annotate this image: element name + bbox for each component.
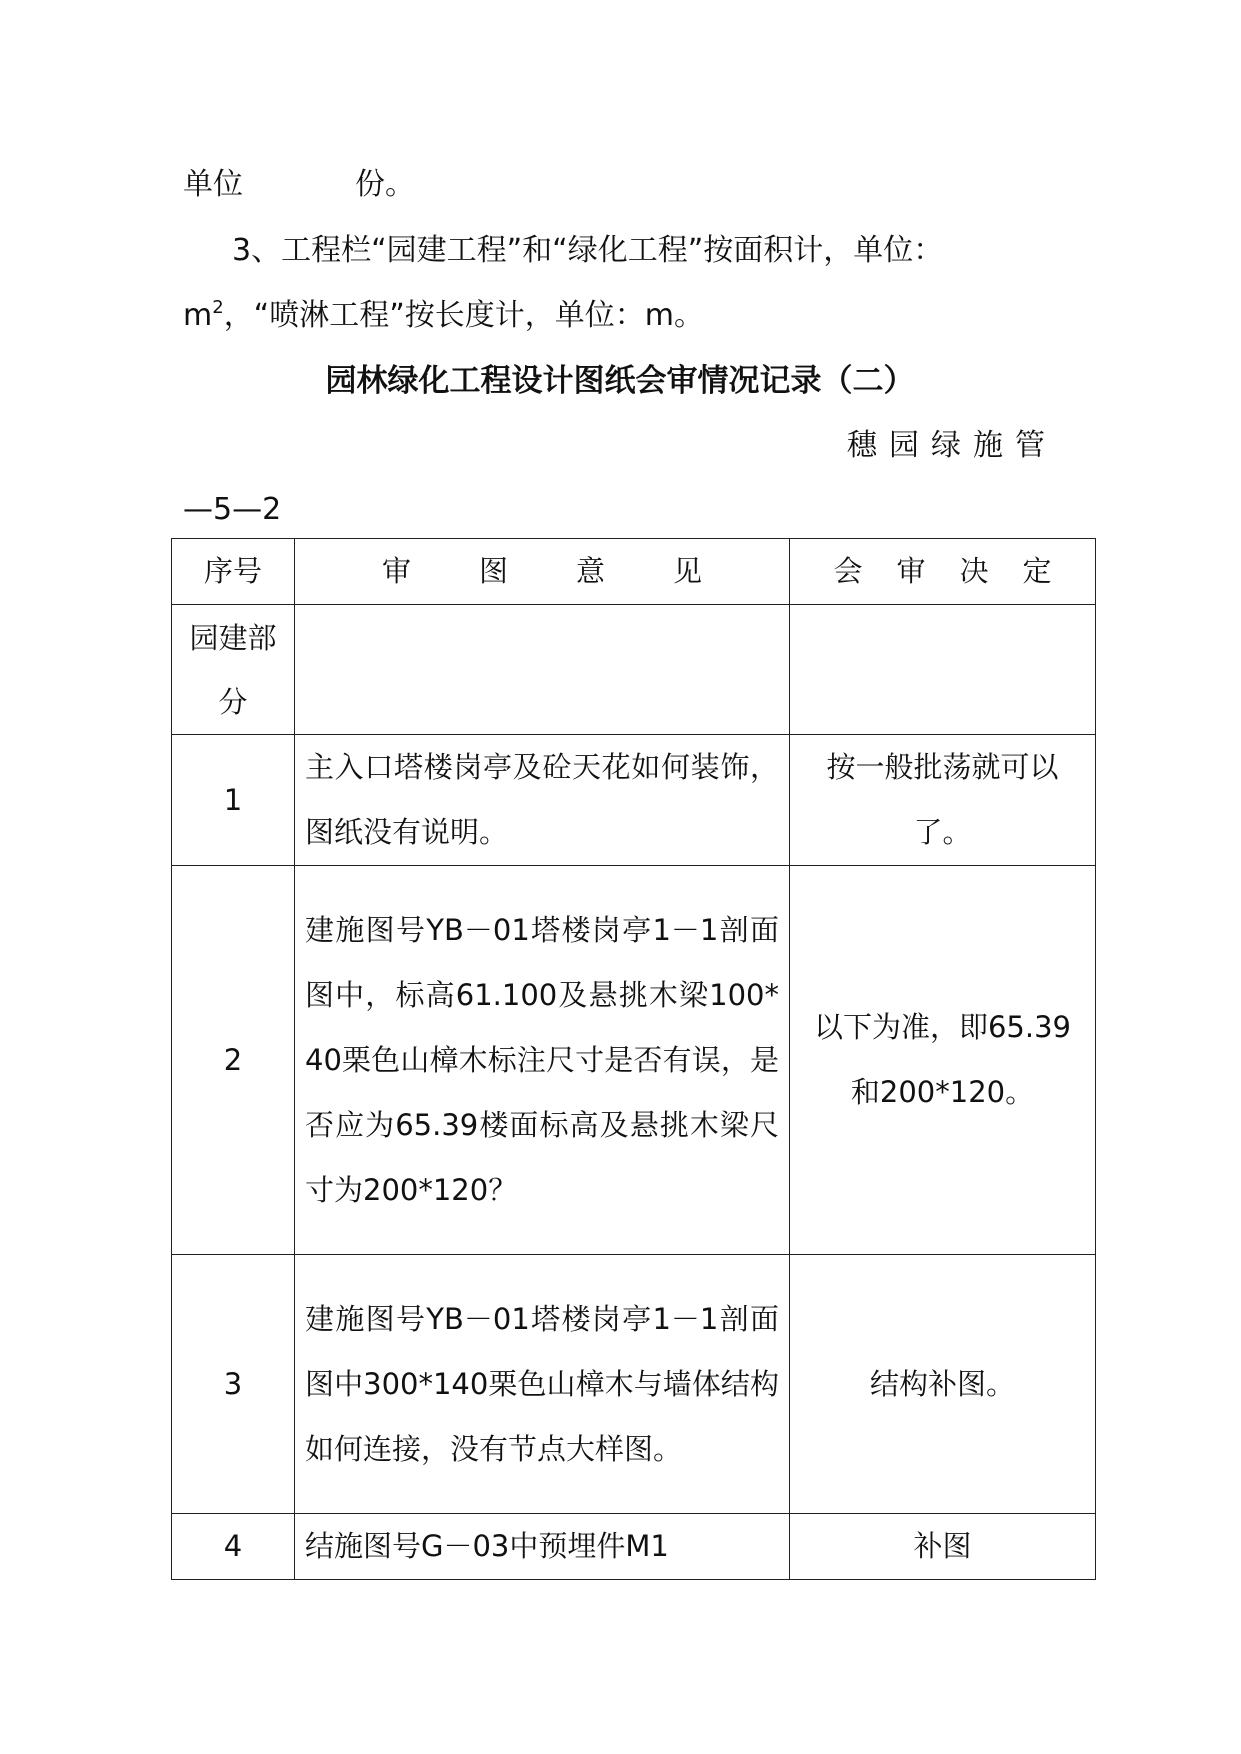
- row-opinion: 建施图号YB－01塔楼岗亭1－1剖面图中，标高61.100及悬挑木梁100*40栗色山樟木标注尺寸是否有误，是否应为65.39楼面标高及悬挑木梁尺寸为200*120？: [295, 866, 790, 1255]
- header-decision: [790, 539, 1096, 605]
- header-decision-label: 会审决定: [833, 554, 1086, 588]
- row-decision: 补图: [790, 1514, 1096, 1580]
- row-decision: 以下为准，即65.39和200*120。: [790, 866, 1096, 1255]
- table-row: [172, 1255, 1096, 1514]
- category-opinion-cell: [295, 605, 790, 735]
- row-number: 1: [172, 735, 295, 866]
- row-decision: 按一般批荡就可以了。: [790, 735, 1096, 866]
- intro-line-2: 3、工程栏“园建工程”和“绿化工程”按面积计，单位：: [232, 233, 944, 268]
- category-cell: 园建部分: [172, 605, 295, 735]
- sprinkler-note: ，“喷淋工程”按长度计，单位：m。: [223, 298, 704, 333]
- category-decision-cell: [790, 605, 1096, 735]
- row-number: 2: [172, 866, 295, 1255]
- header-number: 序号: [172, 539, 295, 605]
- unit-superscript: 2: [212, 297, 224, 318]
- review-table: [171, 538, 1096, 1580]
- row-number: 4: [172, 1514, 295, 1580]
- header-opinion-label: 审图意见: [381, 554, 770, 588]
- table-row: [172, 605, 1096, 735]
- row-opinion: 主入口塔楼岗亭及砼天花如何装饰，图纸没有说明。: [295, 735, 790, 866]
- document-reference: 穗园绿施管: [847, 428, 1057, 463]
- unit-label: 单位: [183, 167, 243, 202]
- document-reference-number: —5—2: [183, 492, 282, 527]
- table-row: [172, 866, 1096, 1255]
- row-opinion: 建施图号YB－01塔楼岗亭1－1剖面图中300*140栗色山樟木与墙体结构如何连接，没有节点大样图。: [295, 1255, 790, 1514]
- header-opinion: [295, 539, 790, 605]
- row-number: 3: [172, 1255, 295, 1514]
- row-decision: 结构补图。: [790, 1255, 1096, 1514]
- row-opinion: 结施图号G－03中预埋件M1: [295, 1514, 790, 1580]
- table-row: [172, 1514, 1096, 1580]
- document-title: 园林绿化工程设计图纸会审情况记录（二）: [325, 363, 915, 399]
- table-row: [172, 735, 1096, 866]
- copies-label: 份。: [355, 167, 415, 202]
- intro-line-3: [183, 296, 704, 336]
- table-header-row: [172, 539, 1096, 605]
- intro-line-1: [183, 165, 415, 205]
- unit-m: m: [183, 298, 213, 333]
